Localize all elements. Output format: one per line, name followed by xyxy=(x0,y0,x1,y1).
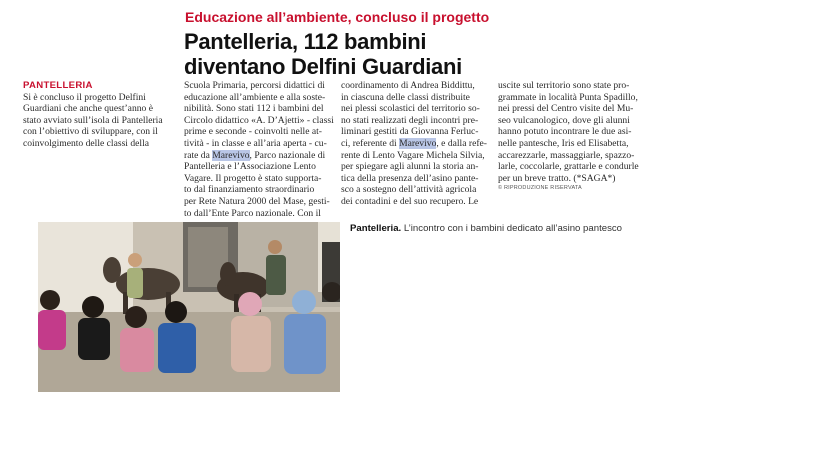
article-column-4 xyxy=(498,80,648,184)
column-line: larle, coccolarle, grattarle e condurle xyxy=(498,161,639,173)
column-line: tica della presenza dell’asino pante- xyxy=(341,172,479,184)
column-line: tività - in classe e all’aria aperta - cu- xyxy=(184,137,327,149)
column-line: Vagare. Il progetto è stato supporta- xyxy=(184,172,322,184)
caption-location: Pantelleria. xyxy=(350,223,402,234)
column-line: nei pressi del Centro visite del Mu- xyxy=(498,103,634,115)
column-line: uscite sul territorio sono state pro- xyxy=(498,80,630,91)
column-line: no stati realizzati degli incontri pre- xyxy=(341,114,479,126)
photo-children-with-donkeys xyxy=(38,222,340,392)
column-line: dei contadini e del suo recupero. Le xyxy=(341,195,479,207)
column-line: per spiegare agli alunni la storia an- xyxy=(341,161,479,173)
column-line xyxy=(184,150,332,162)
article-photo xyxy=(38,222,340,392)
line-text: , e dalla refe- xyxy=(436,137,487,149)
highlighted-word: Marevivo xyxy=(399,137,437,149)
location-tag: PANTELLERIA xyxy=(23,80,93,91)
column-1-body xyxy=(23,92,173,150)
column-line: to dal finanziamento straordinario xyxy=(184,184,315,196)
column-line: stato avviato sull’isola di Pantelleria xyxy=(23,114,163,126)
column-line: nei plessi scolastici del territorio so- xyxy=(341,103,480,115)
copyright-note: © RIPRODUZIONE RISERVATA xyxy=(498,185,582,191)
column-line: Si è concluso il progetto Delfini xyxy=(23,91,146,103)
article-column-2 xyxy=(184,80,332,219)
column-line: hanno potuto incontrare le due asi- xyxy=(498,126,632,138)
column-line xyxy=(341,138,489,150)
article-column-1 xyxy=(23,80,173,150)
column-line: per un breve tratto. (*SAGA*) xyxy=(498,172,616,184)
headline xyxy=(184,29,504,79)
column-line: prime e seconde - coinvolti nelle at- xyxy=(184,126,322,138)
kicker: Educazione all’ambiente, concluso il progetto xyxy=(185,9,490,25)
column-line: Pantelleria e l’Associazione Lento xyxy=(184,161,316,173)
column-line: Scuola Primaria, percorsi didattici di xyxy=(184,80,325,91)
column-line: nelle pantesche, Iris ed Elisabetta, xyxy=(498,137,629,149)
column-line: liminari gestiti da Giovanna Ferluc- xyxy=(341,126,479,138)
line-text: rate da xyxy=(184,149,213,161)
column-line: rente di Lento Vagare Michela Silvia, xyxy=(341,149,485,161)
column-line: educazione all’ambiente e alla soste- xyxy=(184,91,326,103)
photo-caption xyxy=(350,223,622,234)
column-line: Guardiani che anche quest’anno è xyxy=(23,103,153,115)
column-line: grammate in località Punta Spadillo, xyxy=(498,91,638,103)
column-line: accarezzarle, massaggiarle, spazzo- xyxy=(498,149,635,161)
line-text: , Parco nazionale di xyxy=(249,149,326,161)
column-line: per Rete Natura 2000 del Mase, gesti- xyxy=(184,195,330,207)
article-column-3 xyxy=(341,80,489,208)
column-line: nibilità. Sono stati 112 i bambini del xyxy=(184,103,324,115)
column-line: con l’obiettivo di sviluppare, con il xyxy=(23,126,158,138)
line-text: ci, referente di xyxy=(341,137,400,149)
column-line: coordinamento di Andrea Biddittu, xyxy=(341,80,475,91)
column-line: sco a sostegno dell’attività agricola xyxy=(341,184,477,196)
caption-text: L’incontro con i bambini dedicato all’asino pantesco xyxy=(401,223,622,234)
column-line: Circolo didattico «A. D’Ajetti» - classi xyxy=(184,114,334,126)
column-line: in ciascuna delle classi distribuite xyxy=(341,91,470,103)
highlighted-word: Marevivo xyxy=(212,149,250,161)
headline-line-2: diventano Delfini Guardiani xyxy=(184,54,462,79)
column-line: coinvolgimento delle classi della xyxy=(23,137,150,149)
column-line: to dall’Ente Parco nazionale. Con il xyxy=(184,207,321,219)
column-line: seo vulcanologico, dove gli alunni xyxy=(498,114,630,126)
headline-line-1: Pantelleria, 112 bambini xyxy=(184,29,427,54)
